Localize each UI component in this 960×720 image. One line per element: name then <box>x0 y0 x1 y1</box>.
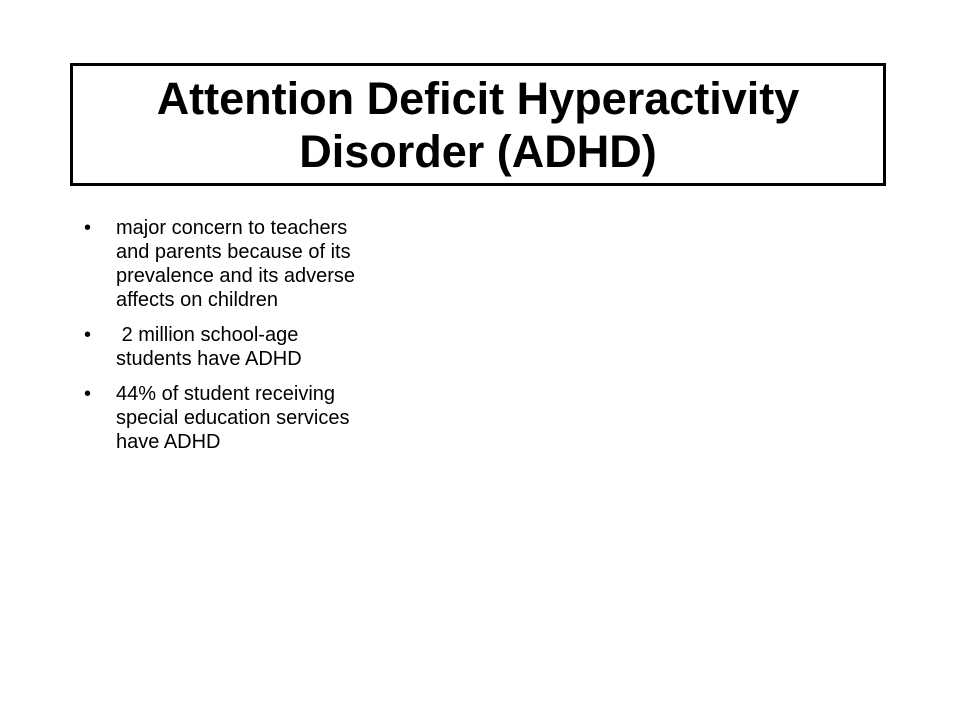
bullet-list <box>80 216 460 465</box>
bullet-text: 44% of student receiving special education services have ADHD <box>116 383 350 453</box>
title-box <box>70 63 886 186</box>
slide-title-line-1: Attention Deficit Hyperactivity <box>156 72 800 124</box>
bullet-icon: • <box>84 383 92 405</box>
bullet-text: 2 million school-age students have ADHD <box>116 324 302 370</box>
bullet-icon: • <box>84 217 92 239</box>
bullet-icon: • <box>84 324 92 346</box>
bullet-item <box>80 323 460 371</box>
slide-title-line-2: Disorder (ADHD) <box>299 125 657 177</box>
bullet-text: major concern to teachers and parents because of its prevalence and its adverse affects on children <box>116 217 356 311</box>
slide-title <box>147 72 810 178</box>
bullet-item <box>80 216 460 312</box>
bullet-item <box>80 382 460 454</box>
